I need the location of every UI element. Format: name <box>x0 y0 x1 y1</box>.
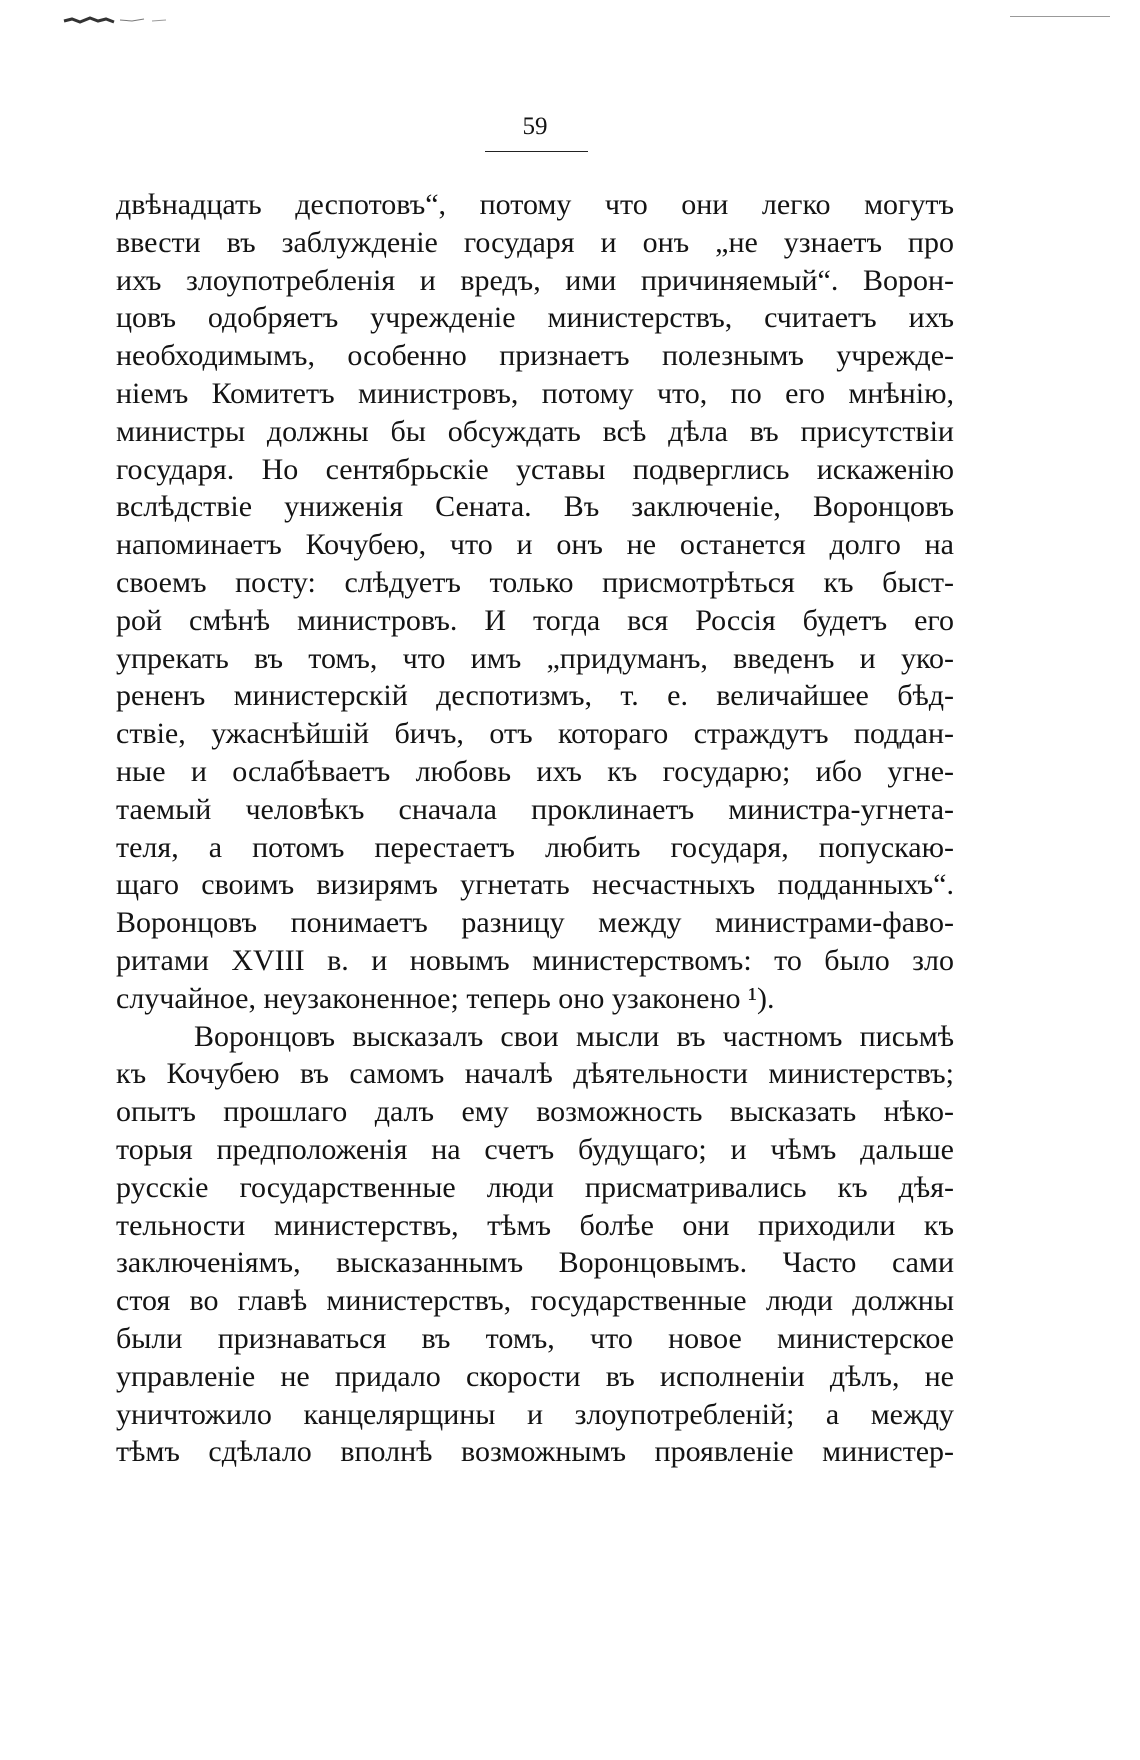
text-line: необходимымъ, особенно признаетъ полезнымъ учрежде- <box>116 339 954 373</box>
body-text <box>116 186 954 1471</box>
text-line: опытъ прошлаго далъ ему возможность высказать нѣко- <box>116 1095 954 1129</box>
text-line: Воронцовъ понимаетъ разницу между министрами-фаво- <box>116 906 954 940</box>
paragraph-first-line: Воронцовъ высказалъ свои мысли въ частномъ письмѣ <box>194 1019 954 1053</box>
text-line: теля, а потомъ перестаетъ любить государя, попускаю- <box>116 830 954 864</box>
text-line: къ Кочубею въ самомъ началѣ дѣятельности министерствъ; <box>116 1057 954 1091</box>
text-line: двѣнадцать деспотовъ“, потому что они легко могутъ <box>116 188 954 221</box>
text-line: тельности министерствъ, тѣмъ болѣе они приходили къ <box>116 1208 954 1242</box>
text-line: упрекать въ томъ, что имъ „придуманъ, введенъ и уко- <box>116 641 954 675</box>
text-line: ритами XVIII в. и новымъ министерствомъ: то было зло <box>116 943 954 977</box>
text-line: торыя предположенія на счетъ будущаго; и чѣмъ дальше <box>116 1132 954 1166</box>
text-line: заключеніямъ, высказаннымъ Воронцовымъ. Часто сами <box>116 1246 954 1280</box>
text-line: своемъ посту: слѣдуетъ только присмотрѣться къ быст- <box>116 565 954 599</box>
paragraph-end-line: случайное, неузаконенное; теперь оно узаконено ¹). <box>116 981 775 1015</box>
text-line: стоя во главѣ министерствъ, государственные люди должны <box>116 1284 954 1318</box>
text-line: управленіе не придало скорости въ исполненіи дѣлъ, не <box>116 1359 954 1393</box>
text-line: были признаваться въ томъ, что новое министерское <box>116 1321 954 1355</box>
text-line: рененъ министерскій деспотизмъ, т. е. величайшее бѣд- <box>116 679 954 713</box>
scan-artifact <box>62 14 182 26</box>
page-number: 59 <box>522 113 548 140</box>
text-line: государя. Но сентябрьскіе уставы подверглись искаженію <box>116 452 954 486</box>
text-line: ные и ослабѣваетъ любовь ихъ къ государю; ибо угне- <box>116 754 954 788</box>
text-line: ввести въ заблужденіе государя и онъ „не узнаетъ про <box>116 225 954 259</box>
page-number-rule <box>485 151 588 152</box>
text-line: щаго своимъ визирямъ угнетать несчастныхъ подданныхъ“. <box>116 868 954 902</box>
text-line: тѣмъ сдѣлало вполнѣ возможнымъ проявленіе министер- <box>116 1435 954 1469</box>
text-line: уничтожило канцелярщины и злоупотребленій; а между <box>116 1397 954 1431</box>
text-line: министры должны бы обсуждать всѣ дѣла въ присутствіи <box>116 414 954 448</box>
text-line: рой смѣнѣ министровъ. И тогда вся Россія будетъ его <box>116 603 954 637</box>
text-line: напоминаетъ Кочубею, что и онъ не останется долго на <box>116 528 954 562</box>
text-line: вслѣдствіе униженія Сената. Въ заключеніе, Воронцовъ <box>116 490 954 524</box>
scan-edge-line <box>1010 16 1110 17</box>
text-line: русскіе государственные люди присматривались къ дѣя- <box>116 1170 954 1204</box>
text-line: ствіе, ужаснѣйшій бичъ, отъ котораго страждутъ поддан- <box>116 717 954 751</box>
text-line: цовъ одобряетъ учрежденіе министерствъ, считаетъ ихъ <box>116 301 954 335</box>
text-line: ніемъ Комитетъ министровъ, потому что, по его мнѣнію, <box>116 376 954 410</box>
text-line: ихъ злоупотребленія и вредъ, ими причиняемый“. Ворон- <box>116 263 954 297</box>
text-line: таемый человѣкъ сначала проклинаетъ министра-угнета- <box>116 792 954 826</box>
